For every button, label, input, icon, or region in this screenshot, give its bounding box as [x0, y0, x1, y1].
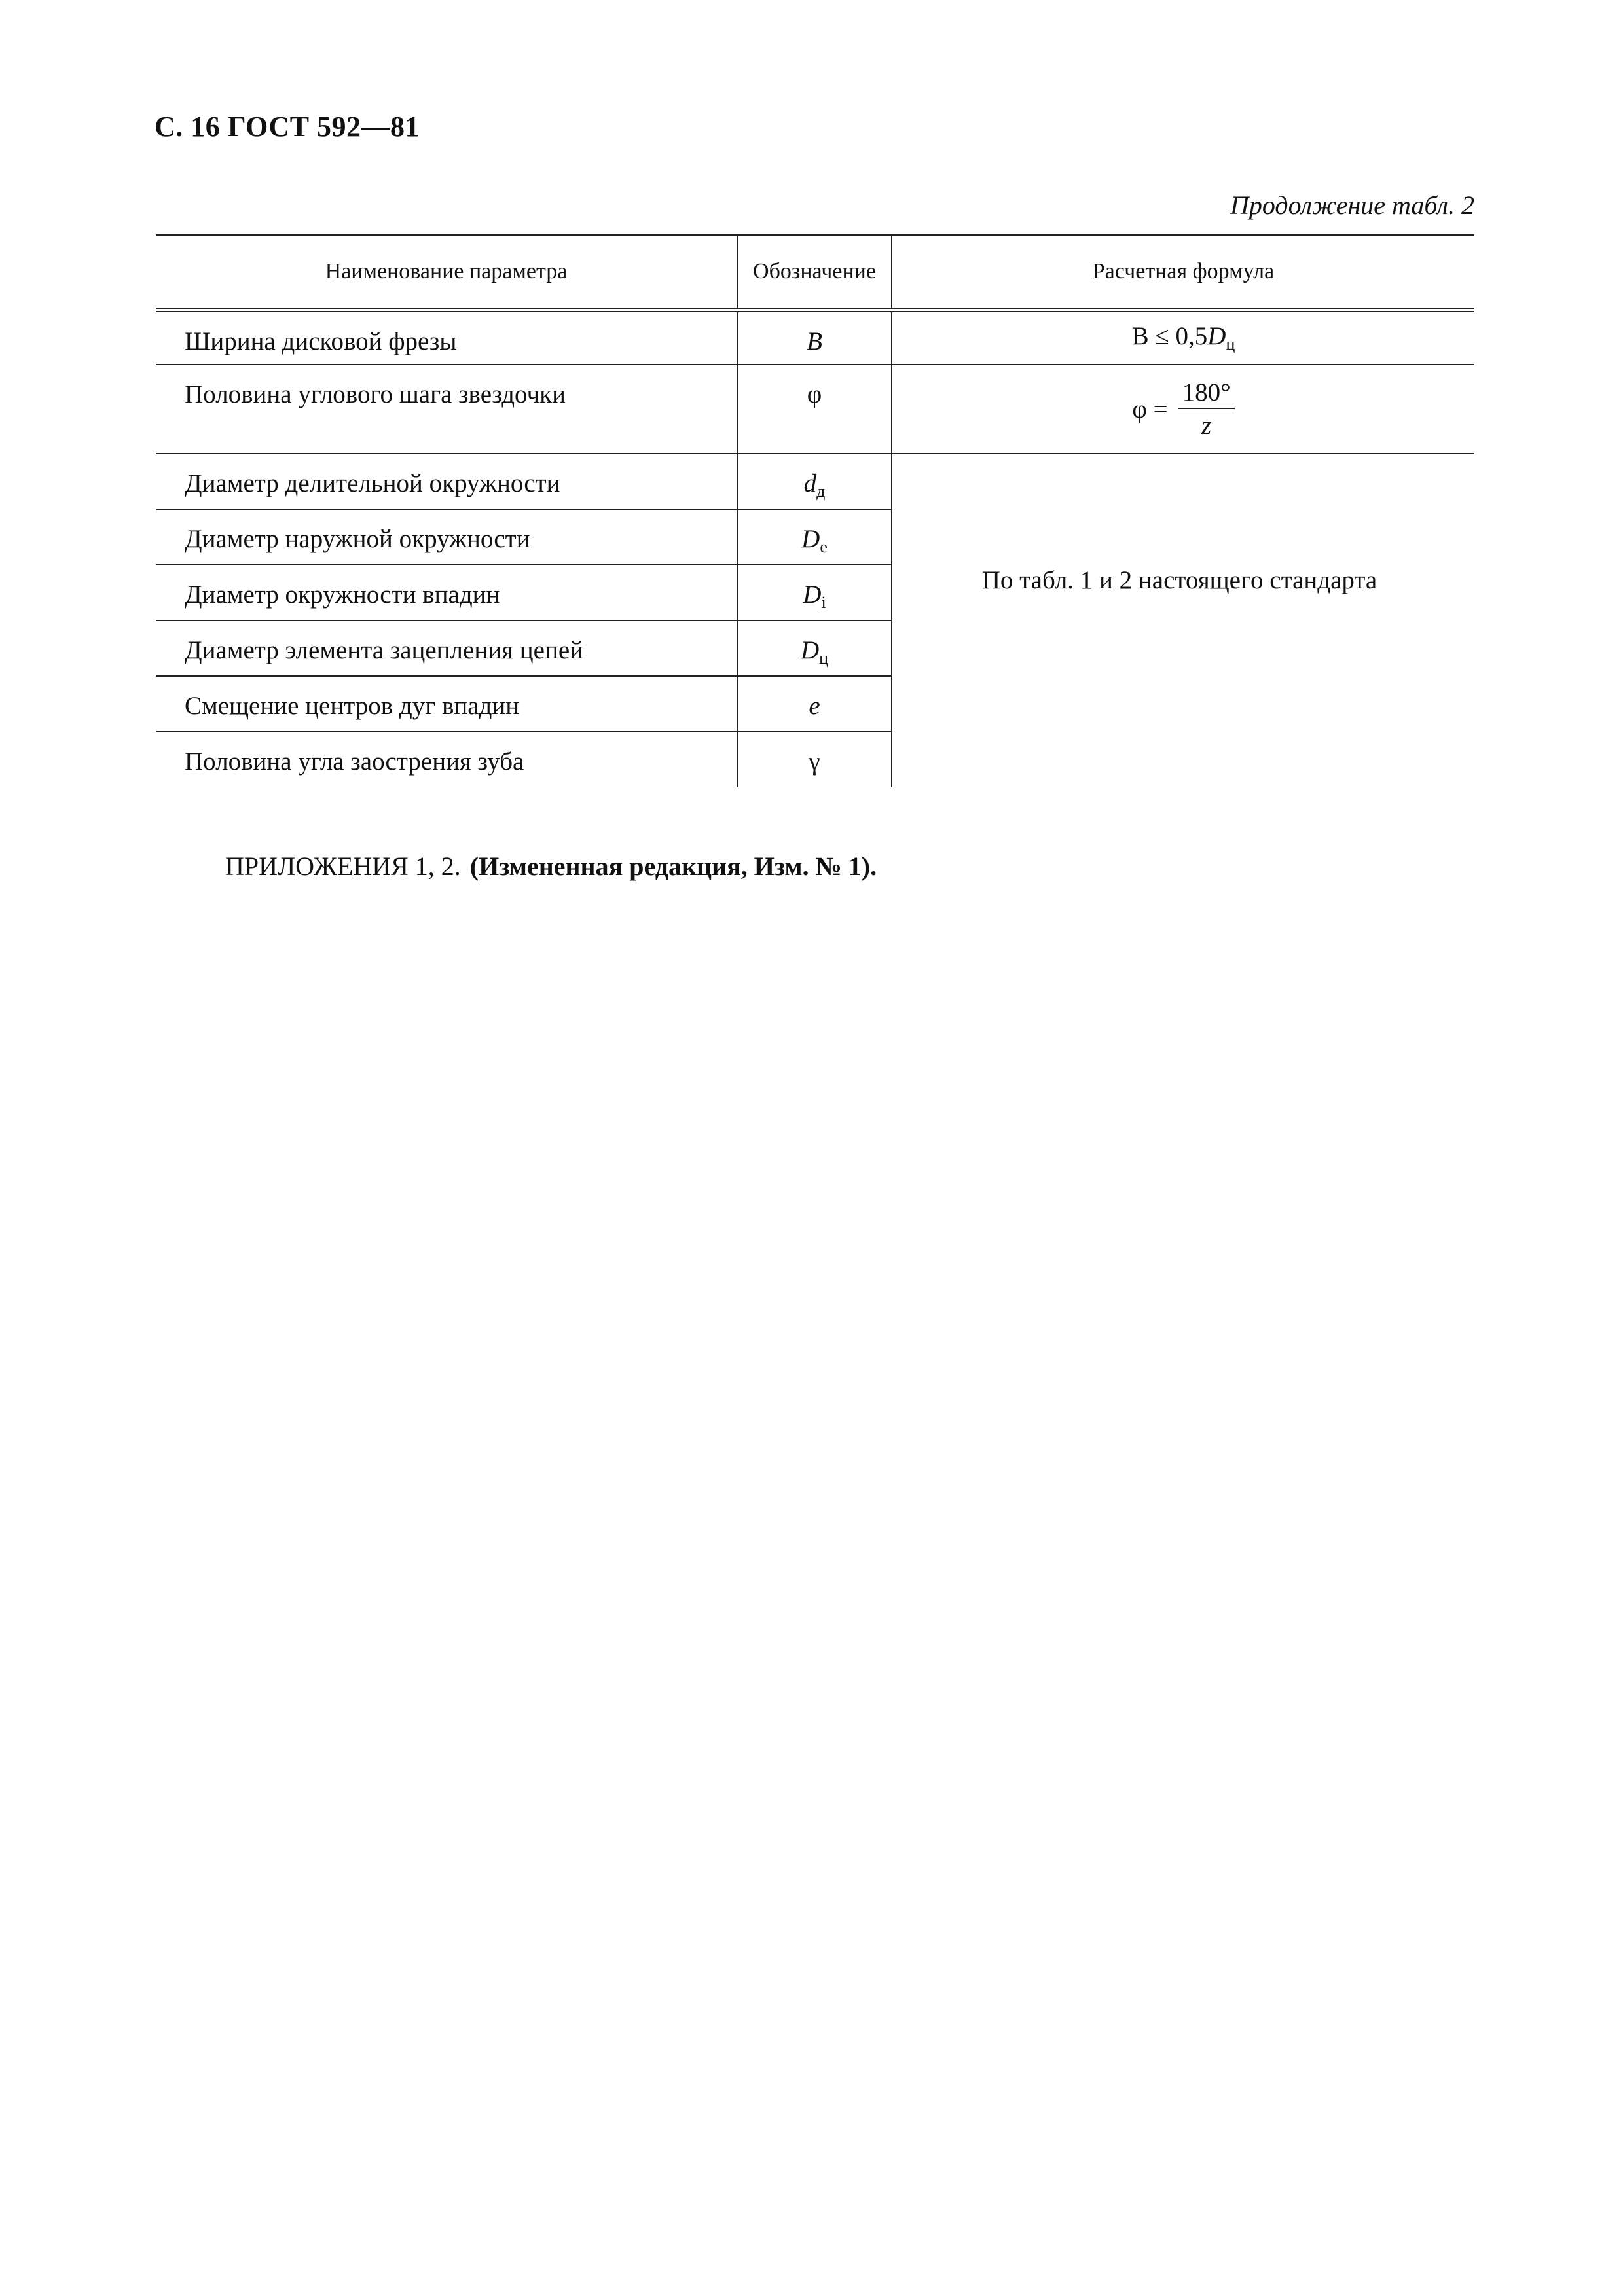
parameter-symbol: $d_д$: [737, 454, 892, 509]
appendix-note: [225, 851, 877, 882]
header-parameter-name: Наименование параметра: [156, 235, 737, 310]
formula-cell: [892, 310, 1474, 365]
symbol-subscript: i: [821, 593, 826, 612]
formula-subscript: ц: [1226, 334, 1235, 354]
formula-cell: [892, 365, 1474, 454]
parameter-name: Диаметр окружности впадин: [156, 565, 737, 620]
parameter-name: Диаметр элемента зацепления цепей: [156, 620, 737, 676]
parameter-symbol: $D_ц$: [737, 620, 892, 676]
header-symbol: Обозначение: [737, 235, 892, 310]
parameter-name: Половина углового шага звездочки: [156, 365, 737, 454]
fraction-denominator: z: [1201, 412, 1212, 440]
table-continuation-label: Продолжение табл. 2: [1230, 190, 1474, 220]
parameter-name: Ширина дисковой фрезы: [156, 310, 737, 365]
symbol-subscript: e: [820, 537, 828, 556]
parameter-symbol: $D_e$: [737, 509, 892, 565]
parameter-name: Диаметр наружной окружности: [156, 509, 737, 565]
merged-formula-cell: [892, 454, 1474, 787]
header-formula: Расчетная формула: [892, 235, 1474, 310]
symbol-subscript: ц: [819, 649, 829, 668]
page-header: С. 16 ГОСТ 592—81: [155, 111, 420, 143]
merged-formula-text: По табл. 1 и 2 настоящего стандарта: [981, 566, 1377, 594]
parameter-symbol: e: [737, 676, 892, 732]
parameter-symbol: γ: [737, 732, 892, 787]
symbol-subscript: д: [816, 482, 826, 501]
table-header-row: [156, 235, 1474, 310]
parameter-symbol: $D_i$: [737, 565, 892, 620]
table-row: [156, 454, 1474, 509]
parameter-symbol: B: [737, 310, 892, 365]
table-row: [156, 365, 1474, 454]
parameter-name: Половина угла заострения зуба: [185, 747, 524, 776]
formula-text: B ≤ 0,5: [1131, 322, 1208, 351]
fraction: [1178, 380, 1235, 439]
formula-lhs: φ =: [1132, 395, 1168, 423]
appendix-note-prefix: ПРИЛОЖЕНИЯ 1, 2.: [225, 852, 461, 881]
fraction-formula: [1132, 380, 1234, 439]
parameter-symbol: φ: [737, 365, 892, 454]
parameter-name: Смещение центров дуг впадин: [156, 676, 737, 732]
formula-variable: D: [1207, 322, 1226, 351]
table-row: [156, 310, 1474, 365]
parameters-table: [156, 234, 1474, 787]
parameter-name: Диаметр делительной окружности: [156, 454, 737, 509]
fraction-numerator: 180°: [1178, 380, 1235, 409]
appendix-note-revision: (Измененная редакция, Изм. № 1).: [469, 852, 877, 881]
